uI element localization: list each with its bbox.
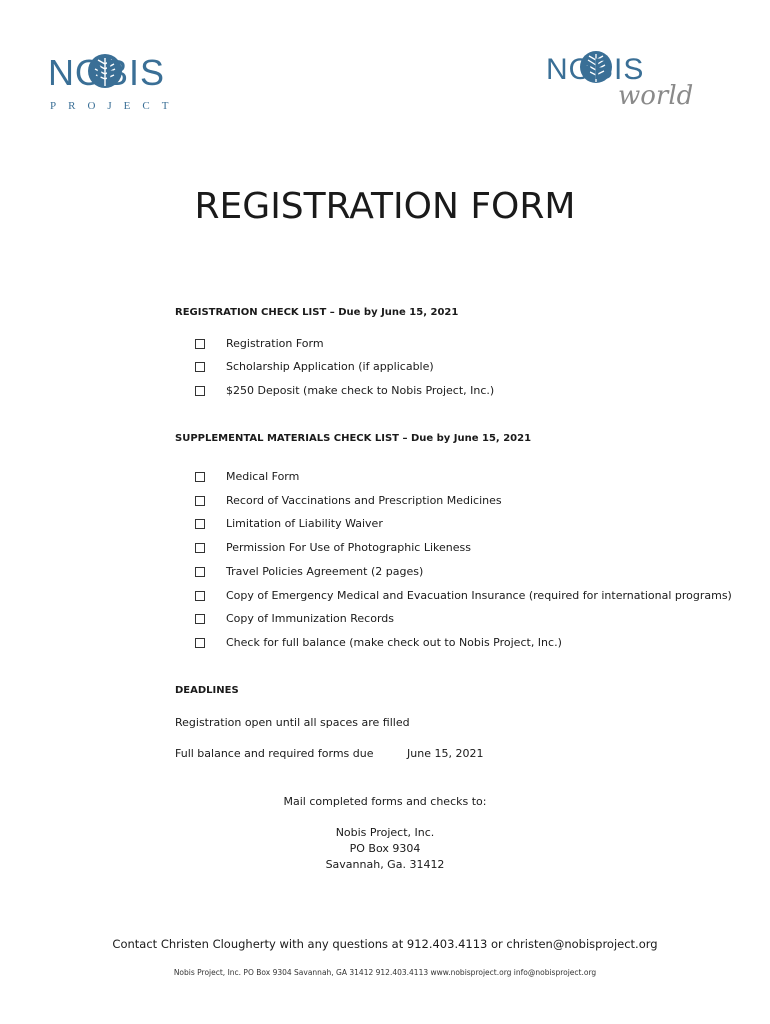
footer-address: Nobis Project, Inc. PO Box 9304 Savannah, GA 31412 912.403.4113 www.nobisproject.org info@nobisproject.org (173, 968, 597, 977)
checkbox[interactable] (195, 362, 205, 372)
checklist-item[interactable] (195, 337, 324, 350)
checklist-item-label: Travel Policies Agreement (2 pages) (226, 565, 424, 578)
checklist-item[interactable] (195, 589, 732, 602)
balance-due-date: June 15, 2021 (407, 747, 484, 760)
checklist-item-label: Medical Form (226, 470, 300, 483)
checkbox[interactable] (195, 638, 205, 648)
checkbox[interactable] (195, 591, 205, 601)
checkbox[interactable] (195, 496, 205, 506)
checklist-item[interactable] (195, 517, 383, 530)
checklist-item-label: Scholarship Application (if applicable) (226, 360, 434, 373)
deadlines-heading: DEADLINES (175, 685, 239, 696)
checkbox[interactable] (195, 519, 205, 529)
checklist-item[interactable] (195, 360, 434, 373)
checklist-item-label: Record of Vaccinations and Prescription Medicines (226, 494, 502, 507)
logo-left-sub: PROJECT (50, 100, 181, 112)
balance-due-label: Full balance and required forms due (175, 747, 374, 760)
mail-city: Savannah, Ga. 31412 (325, 858, 445, 871)
checklist-item[interactable] (195, 384, 494, 397)
nobis-world-logo (546, 45, 716, 120)
mail-name: Nobis Project, Inc. (335, 826, 435, 839)
checklist-item[interactable] (195, 470, 299, 483)
logo-right-script: world (618, 81, 694, 111)
checklist-item[interactable] (195, 612, 394, 625)
checkbox[interactable] (195, 386, 205, 396)
checklist-item-label: Check for full balance (make check out to Nobis Project, Inc.) (226, 636, 562, 649)
checklist-item[interactable] (195, 494, 502, 507)
checklist-item[interactable] (195, 541, 471, 554)
checklist-item-label: Copy of Immunization Records (226, 612, 394, 625)
mail-box: PO Box 9304 (349, 842, 421, 855)
registration-checklist-heading: REGISTRATION CHECK LIST – Due by June 15, 2021 (175, 307, 459, 318)
nobis-project-logo (48, 50, 188, 120)
registration-open-text: Registration open until all spaces are filled (175, 716, 410, 729)
page-title: REGISTRATION FORM (194, 186, 576, 227)
checklist-item-label: Limitation of Liability Waiver (226, 517, 383, 530)
logo-right-word: NOBIS (546, 53, 645, 86)
checkbox[interactable] (195, 614, 205, 624)
checklist-item-label: Registration Form (226, 337, 324, 350)
checkbox[interactable] (195, 567, 205, 577)
checklist-item-label: $250 Deposit (make check to Nobis Project, Inc.) (226, 384, 495, 397)
checklist-item-label: Permission For Use of Photographic Likeness (226, 541, 471, 554)
mail-intro: Mail completed forms and checks to: (283, 795, 487, 808)
supplemental-checklist-heading: SUPPLEMENTAL MATERIALS CHECK LIST – Due by June 15, 2021 (175, 433, 532, 444)
logo-left-word: NOBIS (48, 52, 166, 93)
checklist-item[interactable] (195, 636, 562, 649)
contact-line: Contact Christen Clougherty with any questions at 912.403.4113 or christen@nobisproject.org (112, 937, 658, 951)
checklist-item-label: Copy of Emergency Medical and Evacuation Insurance (required for international programs) (226, 589, 732, 602)
checkbox[interactable] (195, 472, 205, 482)
checklist-item[interactable] (195, 565, 423, 578)
checkbox[interactable] (195, 339, 205, 349)
checkbox[interactable] (195, 543, 205, 553)
